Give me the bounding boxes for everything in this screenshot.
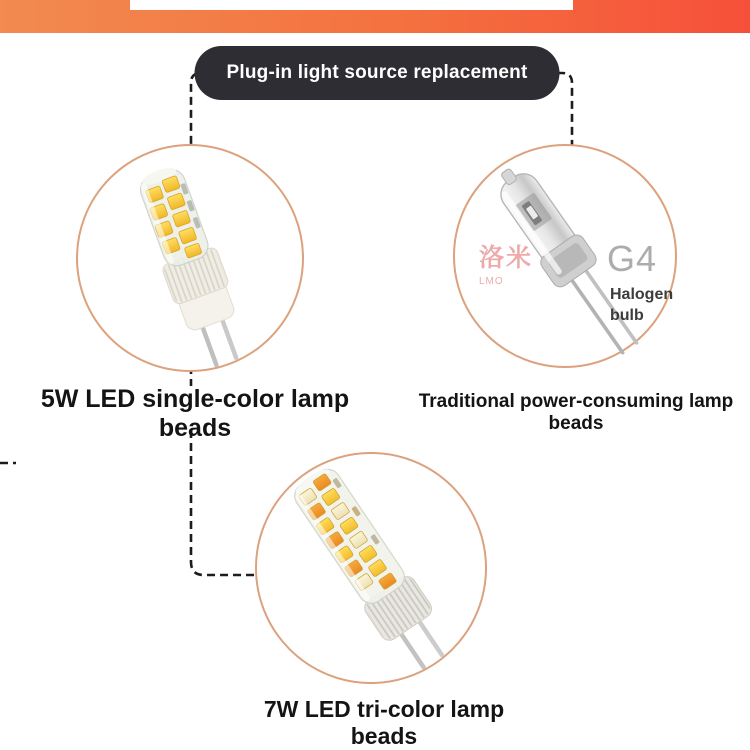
circle-led-5w [76, 144, 304, 372]
top-bar-white-notch [130, 0, 573, 10]
g4-type-label: G4 [607, 238, 658, 279]
watermark-cn: 洛米 [479, 244, 534, 272]
caption-led-5w: 5W LED single-color lamp beads [40, 385, 350, 442]
circle-halogen [453, 144, 677, 368]
badge-label: Plug-in light source replacement [226, 62, 528, 83]
led-7w-bulb-image [257, 454, 485, 682]
halogen-label-line1: Halogen [610, 286, 674, 303]
caption-led-7w: 7W LED tri-color lamp beads [263, 696, 505, 749]
badge-plug-in-replacement [195, 46, 560, 100]
caption-halogen: Traditional power-consuming lamp beads [418, 391, 734, 434]
brand-watermark [479, 246, 533, 294]
watermark-en: LMO [479, 276, 504, 287]
halogen-bulb-label [610, 284, 673, 326]
top-gradient-bar [0, 0, 750, 33]
circle-led-7w [255, 452, 487, 684]
led-5w-bulb-image [78, 146, 302, 370]
halogen-label-line2: bulb [610, 307, 644, 324]
connector-led5-to-led7 [191, 430, 255, 575]
